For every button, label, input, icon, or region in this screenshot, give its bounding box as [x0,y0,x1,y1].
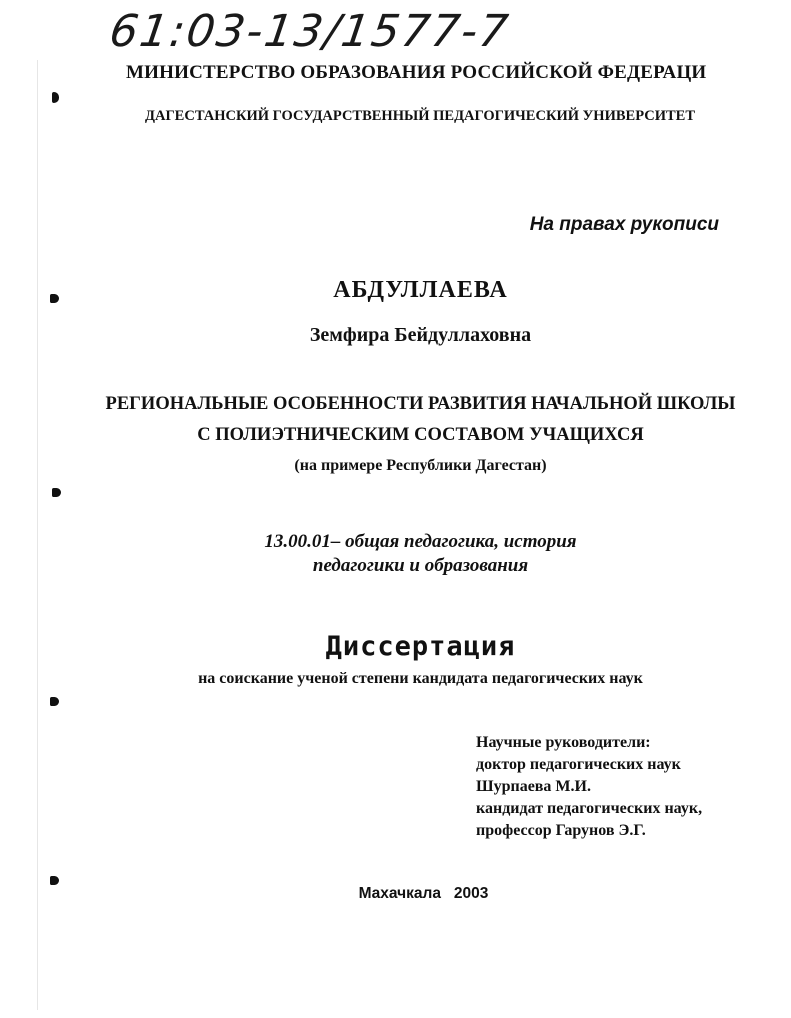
supervisor-2-name: профессор Гарунов Э.Г. [476,822,646,839]
author-given-names: Земфира Бейдуллаховна [309,324,532,346]
supervisor-1-degree: доктор педагогических наук [476,756,681,773]
binding-hole-mark [52,488,61,497]
handwritten-catalog-number: 61:03-13/1577-7 [106,6,513,57]
dissertation-subtitle: (на примере Республики Дагестан) [294,457,547,474]
supervisors-label: Научные руководители: [476,734,651,751]
dissertation-title-line-1: РЕГИОНАЛЬНЫЕ ОСОБЕННОСТИ РАЗВИТИЯ НАЧАЛЬНОЙ ШКОЛЫ [105,394,736,414]
binding-hole-mark [50,876,59,885]
ministry-heading: МИНИСТЕРСТВО ОБРАЗОВАНИЯ РОССИЙСКОЙ ФЕДЕРАЦИ [126,62,707,83]
supervisor-1-name: Шурпаева М.И. [476,778,591,795]
supervisor-2-degree: кандидат педагогических наук, [476,800,703,817]
dissertation-title-line-2: С ПОЛИЭТНИЧЕСКИМ СОСТАВОМ УЧАЩИХСЯ [197,425,644,445]
author-surname: АБДУЛЛАЕВА [333,277,508,303]
binding-hole-mark [52,92,59,103]
specialty-line-2: педагогики и образования [312,555,529,576]
specialty-line-1: 13.00.01– общая педагогика, история [264,531,577,552]
document-type-heading: Диссертация [325,631,516,662]
place-and-year: Махачкала 2003 [358,885,489,902]
university-heading: ДАГЕСТАНСКИЙ ГОСУДАРСТВЕННЫЙ ПЕДАГОГИЧЕСКИЙ УНИВЕРСИТЕТ [145,108,695,124]
supervisors-block [476,732,702,842]
binding-hole-mark [50,697,59,706]
manuscript-rights-note: На правах рукописи [529,214,719,235]
degree-description: на соискание ученой степени кандидата педагогических наук [198,670,643,687]
